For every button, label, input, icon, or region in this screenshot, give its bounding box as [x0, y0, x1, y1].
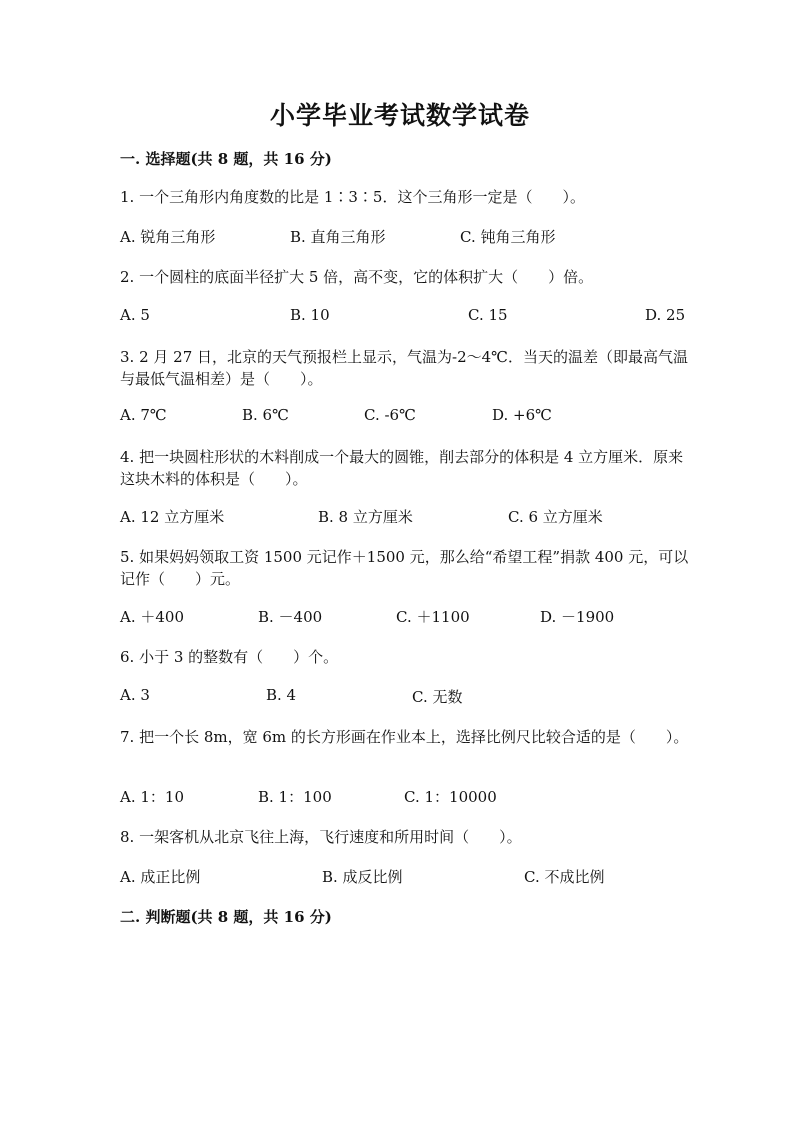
question-6: 6. 小于 3 的整数有（ ）个。	[120, 648, 339, 666]
option-d[interactable]: D. +6℃	[492, 406, 552, 424]
option-c[interactable]: C. 15	[468, 306, 508, 324]
question-3-options	[0, 406, 800, 428]
option-a[interactable]: A. 1：10	[120, 788, 184, 806]
question-1-options	[0, 226, 800, 248]
option-a[interactable]: A. 7℃	[120, 406, 167, 424]
option-c[interactable]: C. 无数	[412, 688, 463, 706]
question-8: 8. 一架客机从北京飞往上海，飞行速度和所用时间（ ）。	[120, 828, 522, 846]
option-b[interactable]: B. 成反比例	[322, 868, 403, 886]
option-a[interactable]: A. ＋400	[120, 608, 184, 626]
option-a[interactable]: A. 锐角三角形	[120, 228, 216, 246]
question-2-options	[0, 306, 800, 328]
question-6-options	[0, 686, 800, 708]
page-title: 小学毕业考试数学试卷	[269, 101, 530, 130]
option-b[interactable]: B. 8 立方厘米	[318, 508, 413, 526]
option-c[interactable]: C. 1：10000	[404, 788, 497, 806]
option-d[interactable]: D. －1900	[540, 608, 615, 626]
option-b[interactable]: B. 直角三角形	[290, 228, 386, 246]
question-4-options	[0, 506, 800, 528]
question-5: 5. 如果妈妈领取工资 1500 元记作＋1500 元，那么给“希望工程”捐款 400 元，可以记作（ ）元。	[120, 548, 689, 588]
option-b[interactable]: B. －400	[258, 608, 323, 626]
question-7: 7. 把一个长 8m，宽 6m 的长方形画在作业本上，选择比例尺比较合适的是（ ）。	[120, 728, 689, 746]
option-b[interactable]: B. 4	[266, 686, 297, 704]
option-a[interactable]: A. 成正比例	[120, 868, 201, 886]
section-heading-choice: 一. 选择题(共 8 题，共 16 分)	[120, 150, 332, 168]
option-c[interactable]: C. 钝角三角形	[460, 228, 556, 246]
option-a[interactable]: A. 3	[120, 686, 150, 704]
option-c[interactable]: C. -6℃	[364, 406, 416, 424]
option-b[interactable]: B. 6℃	[242, 406, 289, 424]
question-8-options	[0, 866, 800, 888]
option-c[interactable]: C. 6 立方厘米	[508, 508, 603, 526]
question-1: 1. 一个三角形内角度数的比是 1∶3∶5．这个三角形一定是（ ）。	[120, 188, 585, 206]
option-d[interactable]: D. 25	[645, 306, 686, 324]
section-heading-judgement: 二. 判断题(共 8 题，共 16 分)	[120, 908, 332, 926]
question-7-options	[0, 786, 800, 808]
option-a[interactable]: A. 12 立方厘米	[120, 508, 225, 526]
question-2: 2. 一个圆柱的底面半径扩大 5 倍，高不变，它的体积扩大（ ）倍。	[120, 268, 594, 286]
option-b[interactable]: B. 10	[290, 306, 330, 324]
question-3: 3. 2 月 27 日，北京的天气预报栏上显示，气温为-2～4℃．当天的温差（即最高气温与最低气温相差）是（ ）。	[120, 348, 688, 388]
option-a[interactable]: A. 5	[120, 306, 150, 324]
option-c[interactable]: C. 不成比例	[524, 868, 605, 886]
question-5-options	[0, 606, 800, 628]
option-b[interactable]: B. 1：100	[258, 788, 332, 806]
option-c[interactable]: C. ＋1100	[396, 608, 470, 626]
question-4: 4. 把一块圆柱形状的木料削成一个最大的圆锥，削去部分的体积是 4 立方厘米．原来这块木料的体积是（ ）。	[120, 448, 684, 488]
